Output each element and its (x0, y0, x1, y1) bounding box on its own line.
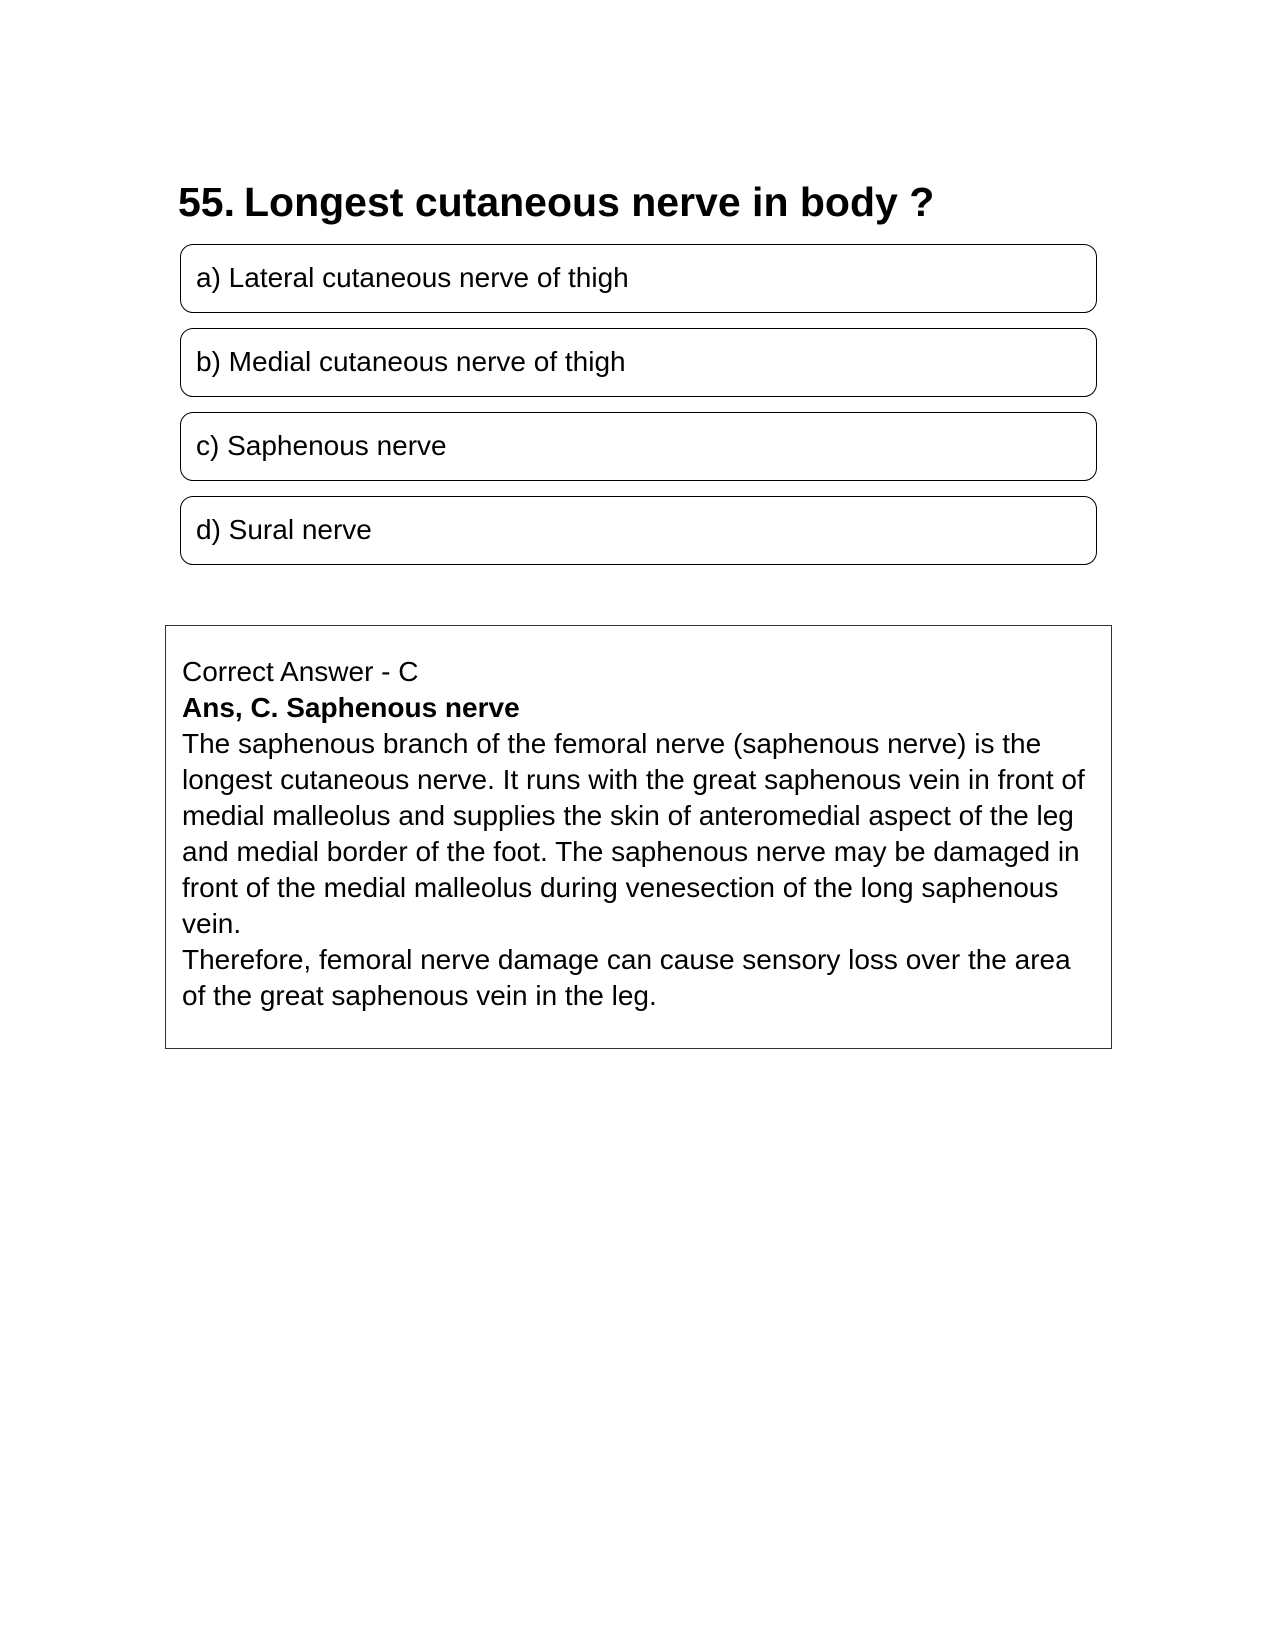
answer-conclusion: Therefore, femoral nerve damage can cause sensory loss over the area of the great saphenous vein in the leg. (182, 944, 1071, 1011)
answer-explanation: The saphenous branch of the femoral nerve (saphenous nerve) is the longest cutaneous nerve. It runs with the great saphenous vein in front of medial malleolus and supplies the skin of anteromedial aspect of the leg and medial border of the foot. The saphenous nerve may be damaged in front of the medial malleolus during venesection of the long saphenous vein. (182, 728, 1085, 939)
correct-answer-line: Correct Answer - C (182, 656, 419, 687)
option-a[interactable]: a) Lateral cutaneous nerve of thigh (180, 244, 1097, 313)
answer-explanation-box (165, 625, 1112, 1049)
options-list (180, 244, 1097, 580)
option-b[interactable]: b) Medial cutaneous nerve of thigh (180, 328, 1097, 397)
option-d[interactable]: d) Sural nerve (180, 496, 1097, 565)
option-c[interactable]: c) Saphenous nerve (180, 412, 1097, 481)
answer-heading: Ans, C. Saphenous nerve (182, 692, 520, 723)
question-number: 55. (178, 179, 235, 225)
question-text: Longest cutaneous nerve in body ? (244, 179, 935, 225)
question-title (178, 178, 934, 226)
